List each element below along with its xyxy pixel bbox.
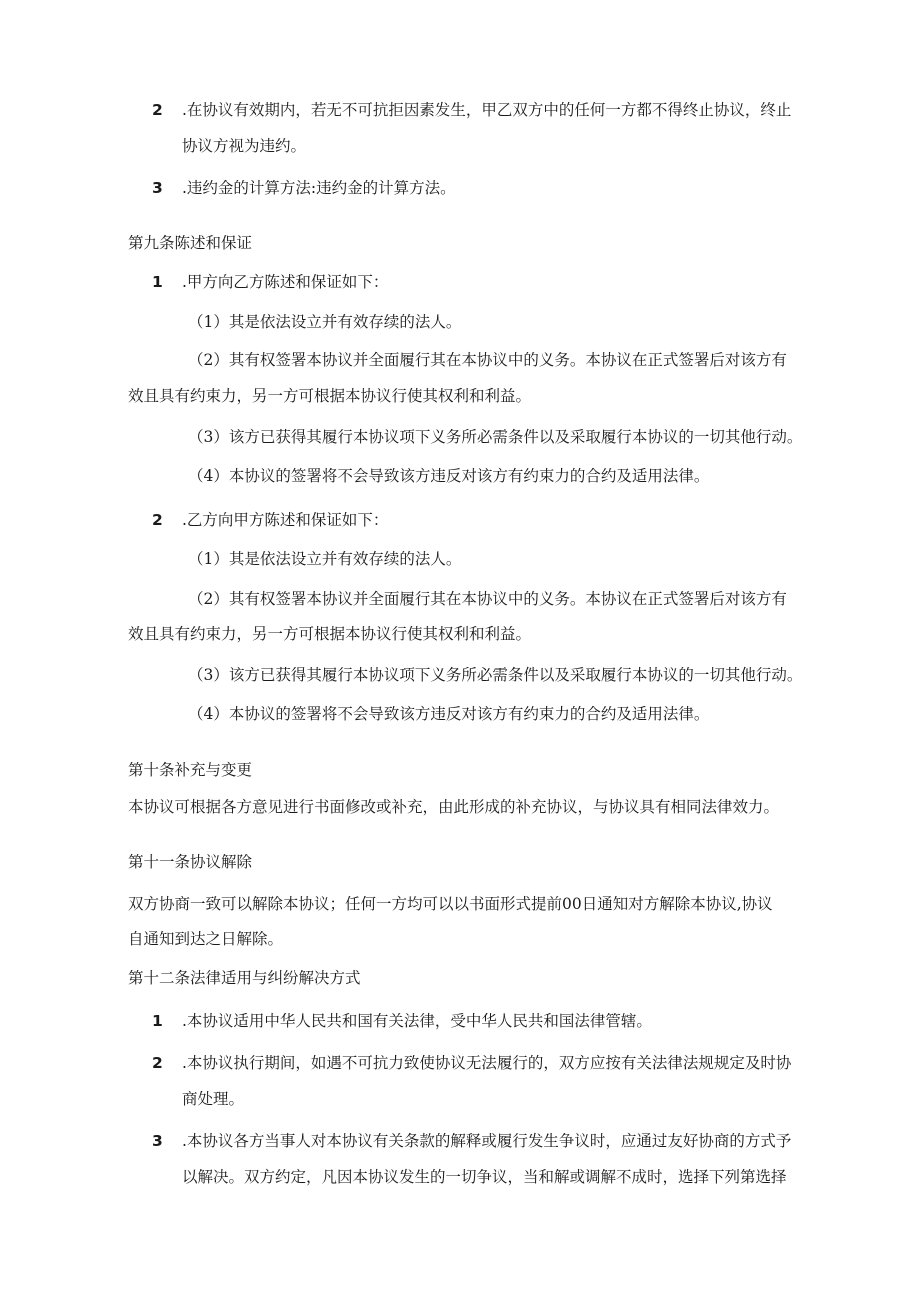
art8-item2-number: 2 bbox=[152, 101, 163, 119]
art12-item1-number: 1 bbox=[152, 1012, 163, 1030]
art12-item3-line1 bbox=[152, 1131, 791, 1151]
art9-p1-number: 1 bbox=[152, 273, 163, 291]
art12-item1-line1 bbox=[152, 1011, 652, 1031]
art11-heading: 第十一条协议解除 bbox=[128, 853, 253, 871]
art8-item3-number: 3 bbox=[152, 179, 163, 197]
art12-item2-text: .本协议执行期间，如遇不可抗力致使协议无法履行的，双方应按有关法律法规规定及时协 bbox=[182, 1054, 792, 1072]
art8-item3-line1 bbox=[152, 178, 456, 198]
art12-item1-text: .本协议适用中华人民共和国有关法律，受中华人民共和国法律管辖。 bbox=[182, 1012, 652, 1030]
art9-p1-s1: （1）其是依法设立并有效存续的法人。 bbox=[188, 313, 462, 331]
art9-p1-s2a: （2）其有权签署本协议并全面履行其在本协议中的义务。本协议在正式签署后对该方有 bbox=[188, 351, 787, 369]
art9-p2-s2b: 效且具有约束力，另一方可根据本协议行使其权利和利益。 bbox=[128, 625, 532, 643]
art12-item2-number: 2 bbox=[152, 1054, 163, 1072]
art9-p2-s4: （4）本协议的签署将不会导致该方违反对该方有约束力的合约及适用法律。 bbox=[188, 705, 710, 723]
art8-item2-line2: 协议方视为违约。 bbox=[182, 137, 307, 155]
art9-p1-s2b: 效且具有约束力，另一方可根据本协议行使其权利和利益。 bbox=[128, 387, 532, 405]
art10-heading: 第十条补充与变更 bbox=[128, 761, 253, 779]
art8-item3-text: .违约金的计算方法:违约金的计算方法。 bbox=[182, 179, 456, 197]
art11-line1: 双方协商一致可以解除本协议；任何一方均可以以书面形式提前00日通知对方解除本协议,协议 bbox=[128, 895, 773, 913]
art9-p1-s3: （3）该方已获得其履行本协议项下义务所必需条件以及采取履行本协议的一切其他行动。 bbox=[188, 428, 803, 446]
art9-p1-s4: （4）本协议的签署将不会导致该方违反对该方有约束力的合约及适用法律。 bbox=[188, 467, 710, 485]
art10-body: 本协议可根据各方意见进行书面修改或补充，由此形成的补充协议，与协议具有相同法律效力。 bbox=[128, 798, 780, 816]
art12-heading: 第十二条法律适用与纠纷解决方式 bbox=[128, 969, 361, 987]
art9-p2-s3: （3）该方已获得其履行本协议项下义务所必需条件以及采取履行本协议的一切其他行动。 bbox=[188, 666, 803, 684]
art8-item2-text: .在协议有效期内，若无不可抗拒因素发生，甲乙双方中的任何一方都不得终止协议，终止 bbox=[182, 101, 792, 119]
art9-p2-s1: （1）其是依法设立并有效存续的法人。 bbox=[188, 550, 462, 568]
art9-heading: 第九条陈述和保证 bbox=[128, 234, 253, 252]
art9-p2-intro bbox=[152, 510, 388, 530]
art9-p1-intro-text: .甲方向乙方陈述和保证如下： bbox=[182, 273, 389, 291]
art12-item3-number: 3 bbox=[152, 1132, 163, 1150]
art12-item2-line2: 商处理。 bbox=[182, 1090, 245, 1108]
art9-p1-intro bbox=[152, 272, 388, 292]
art12-item3-line2: 以解决。双方约定，凡因本协议发生的一切争议，当和解或调解不成时，选择下列第选择 bbox=[182, 1168, 787, 1186]
art12-item3-text: .本协议各方当事人对本协议有关条款的解释或履行发生争议时，应通过友好协商的方式予 bbox=[182, 1132, 792, 1150]
art8-item2-line1 bbox=[152, 100, 791, 120]
art9-p2-s2a: （2）其有权签署本协议并全面履行其在本协议中的义务。本协议在正式签署后对该方有 bbox=[188, 590, 787, 608]
art9-p2-intro-text: .乙方向甲方陈述和保证如下： bbox=[182, 511, 389, 529]
art12-item2-line1 bbox=[152, 1053, 791, 1073]
art9-p2-number: 2 bbox=[152, 511, 163, 529]
art11-line2: 自通知到达之日解除。 bbox=[128, 930, 284, 948]
